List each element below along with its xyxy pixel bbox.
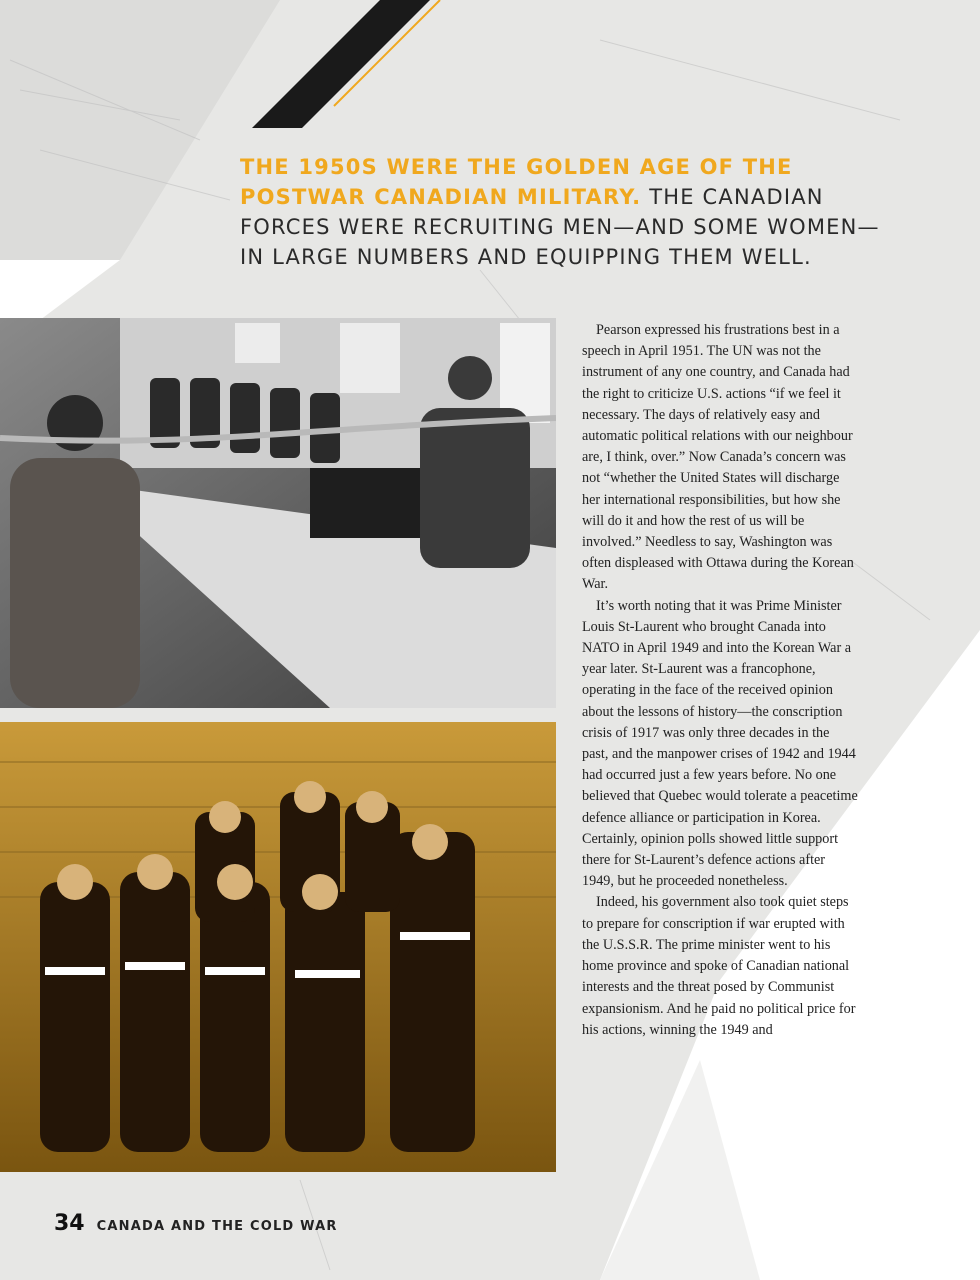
headline-rest: THE CANADIAN FORCES WERE RECRUITING MEN—AND SOME WOMEN—IN LARGE NUMBERS AND EQUIPPING THEM WELL. [240, 185, 880, 269]
diagonal-stripe-decoration [250, 0, 450, 130]
photo-group-of-airmen [0, 722, 556, 1172]
page-number: 34 [54, 1211, 85, 1236]
pull-quote-headline [240, 152, 880, 272]
body-paragraph: Pearson expressed his frustrations best in a speech in April 1951. The UN was not the instrument of any one country, and Canada had the right to criticize U.S. actions “if we feel it necessary. The days of relatively easy and automatic political relations with our neighbour are, I think, over.” Now Canada’s concern was not “whether the United States will discharge her international responsibilities, but how she will do it and how the rest of us will be involved.” Needless to say, Washington was often displeased with Ottawa during the Korean War. [582, 322, 854, 593]
page-footer [54, 1211, 338, 1236]
article-body [582, 320, 858, 1041]
body-paragraph: It’s worth noting that it was Prime Minister Louis St-Laurent who brought Canada into NATO in April 1949 and into the Korean War a year later. St-Laurent was a francophone, operating in the face of the received opinion about the lessons of history—the conscription crisis of 1917 was only three decades in the past, and the manpower crises of 1942 and 1944 had occurred just a few years before. No one believed that Quebec would tolerate a peacetime defence alliance or participation in Korea. Certainly, opinion polls showed little support there for St-Laurent’s defence actions after 1949, but he proceeded nonetheless. [582, 597, 858, 890]
running-title: CANADA AND THE COLD WAR [96, 1219, 338, 1234]
photo-recruitment-office [0, 318, 556, 708]
headline-accent: THE 1950S WERE THE GOLDEN AGE OF THE POSTWAR CANADIAN MILITARY. [240, 155, 793, 209]
body-paragraph: Indeed, his government also took quiet steps to prepare for conscription if war erupted with the U.S.S.R. The prime minister went to his home province and spoke of Canadian national interests and the threat posed by Communist expansionism. And he paid no political price for his actions, winning the 1949 and [582, 894, 856, 1038]
